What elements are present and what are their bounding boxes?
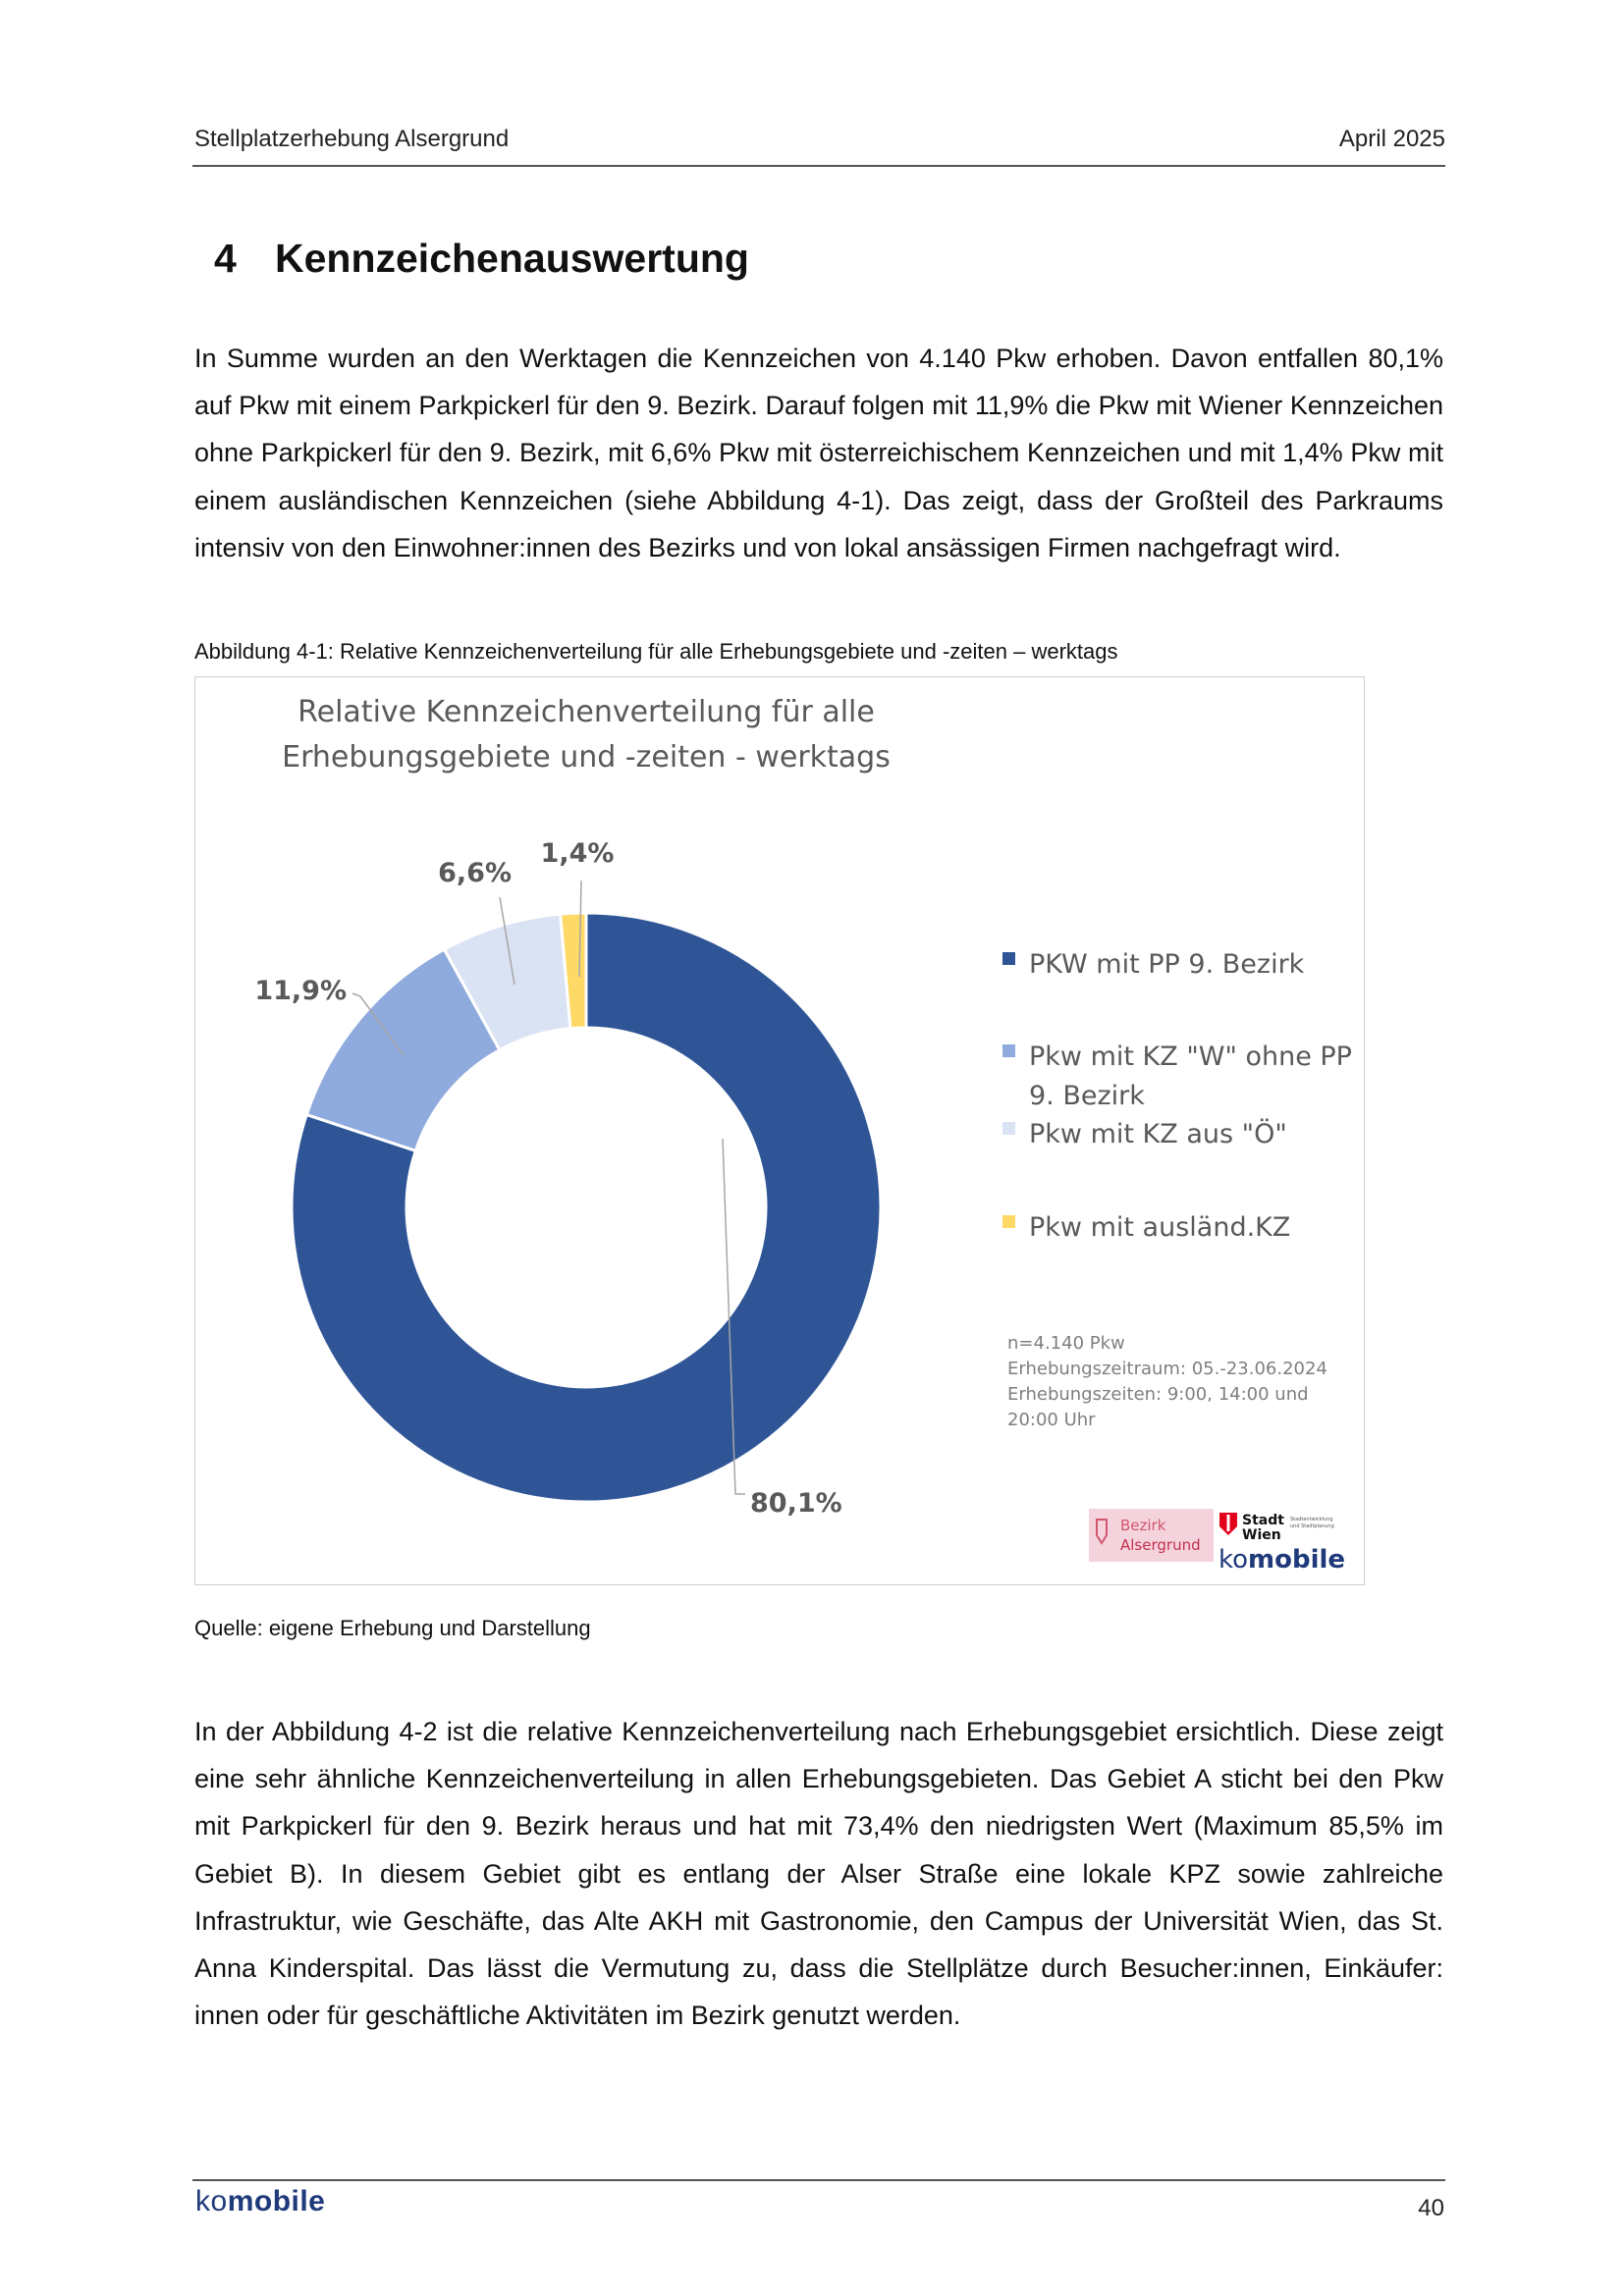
chart-title-line: Erhebungsgebiete und -zeiten - werktags	[282, 740, 891, 774]
data-label: 80,1%	[750, 1488, 842, 1519]
legend-label: PKW mit PP 9. Bezirk	[1029, 949, 1305, 980]
figure-source: Quelle: eigene Erhebung und Darstellung	[194, 1616, 591, 1640]
footer-logo-bold: mobile	[227, 2185, 326, 2217]
bezirk-logo-text: Alsergrund	[1120, 1536, 1201, 1554]
footer-logo	[195, 2185, 325, 2218]
legend-label: Pkw mit KZ "W" ohne PP	[1029, 1041, 1352, 1072]
chart-note-line: Erhebungszeitraum: 05.-23.06.2024	[1007, 1359, 1327, 1379]
legend-swatch	[1002, 1215, 1015, 1228]
section-number: 4	[214, 236, 237, 281]
data-label: 6,6%	[438, 858, 512, 888]
figure-caption: Abbildung 4-1: Relative Kennzeichenverteilung für alle Erhebungsgebiete und -zeiten – werktags	[194, 639, 1118, 664]
body-paragraph-2: In der Abbildung 4-2 ist die relative Kennzeichenverteilung nach Erhebungsgebiet ersichtlich. Diese zeigt eine sehr ähnliche Kennzeichenverteilung in allen Erhebungsgebieten. Das Gebiet A sticht bei den Pkw mit Parkpickerl für den 9. Bezirk heraus und hat mit 73,4% den niedrigsten Wert (Maximum 85,5% im Gebiet B). In diesem Gebiet gibt es entlang der Alser Straße eine lokale KPZ sowie zahlreiche Infrastruktur, wie Geschäfte, das Alte AKH mit Gastronomie, den Campus der Universität Wien, das St. Anna Kinderspital. Das lässt die Vermutung zu, dass die Stellplätze durch Besucher:innen, Einkäufer: innen oder für geschäftliche Aktivitäten im Bezirk genutzt werden.	[194, 1717, 1443, 2031]
legend-label: Pkw mit KZ aus "Ö"	[1029, 1119, 1287, 1149]
figure-frame	[194, 676, 1365, 1585]
legend-label: Pkw mit ausländ.KZ	[1029, 1212, 1291, 1243]
komobile-logo	[1218, 1545, 1345, 1575]
komobile-logo-light: ko	[1218, 1545, 1249, 1575]
stadt-wien-text: Stadt	[1242, 1513, 1284, 1528]
stadt-wien-text: Wien	[1242, 1527, 1281, 1543]
chart-note-line: 20:00 Uhr	[1007, 1410, 1096, 1430]
section-heading	[214, 236, 749, 282]
legend-swatch	[1002, 1122, 1015, 1135]
donut-chart	[195, 677, 1364, 1584]
footer-logo-light: ko	[195, 2185, 228, 2217]
bezirk-logo-text: Bezirk	[1120, 1517, 1166, 1534]
chart-note-line: Erhebungszeiten: 9:00, 14:00 und	[1007, 1384, 1309, 1405]
legend-swatch	[1002, 952, 1015, 965]
section-title: Kennzeichenauswertung	[275, 236, 749, 281]
chart-note-line: n=4.140 Pkw	[1007, 1333, 1125, 1354]
legend-label: 9. Bezirk	[1029, 1081, 1145, 1111]
page-header-left: Stellplatzerhebung Alsergrund	[194, 126, 510, 152]
page-number: 40	[1418, 2195, 1444, 2221]
body-paragraph-1: In Summe wurden an den Werktagen die Kennzeichen von 4.140 Pkw erhoben. Davon entfallen 80,1% auf Pkw mit einem Parkpickerl für den 9. Bezirk. Darauf folgen mit 11,9% die Pkw mit Wiener Kennzeichen ohne Parkpickerl für den 9. Bezirk, mit 6,6% Pkw mit österreichischem Kennzeichen und mit 1,4% Pkw mit einem ausländischen Kennzeichen (siehe Abbildung 4-1). Das zeigt, dass der Großteil des Parkraums intensiv von den Einwohner:innen des Bezirks und von lokal ansässigen Firmen nachgefragt wird.	[194, 344, 1443, 562]
data-label: 1,4%	[540, 838, 615, 869]
page-header-right: April 2025	[1338, 126, 1445, 152]
legend-swatch	[1002, 1044, 1015, 1057]
stadt-wien-subtext: Stadtentwicklung	[1290, 1517, 1333, 1522]
header-rule	[192, 165, 1445, 167]
komobile-logo-bold: mobile	[1248, 1545, 1346, 1575]
chart-title-line: Relative Kennzeichenverteilung für alle	[298, 695, 875, 729]
footer-rule	[192, 2179, 1445, 2181]
data-label: 11,9%	[254, 976, 347, 1006]
stadt-wien-subtext: und Stadtplanung	[1290, 1523, 1334, 1529]
